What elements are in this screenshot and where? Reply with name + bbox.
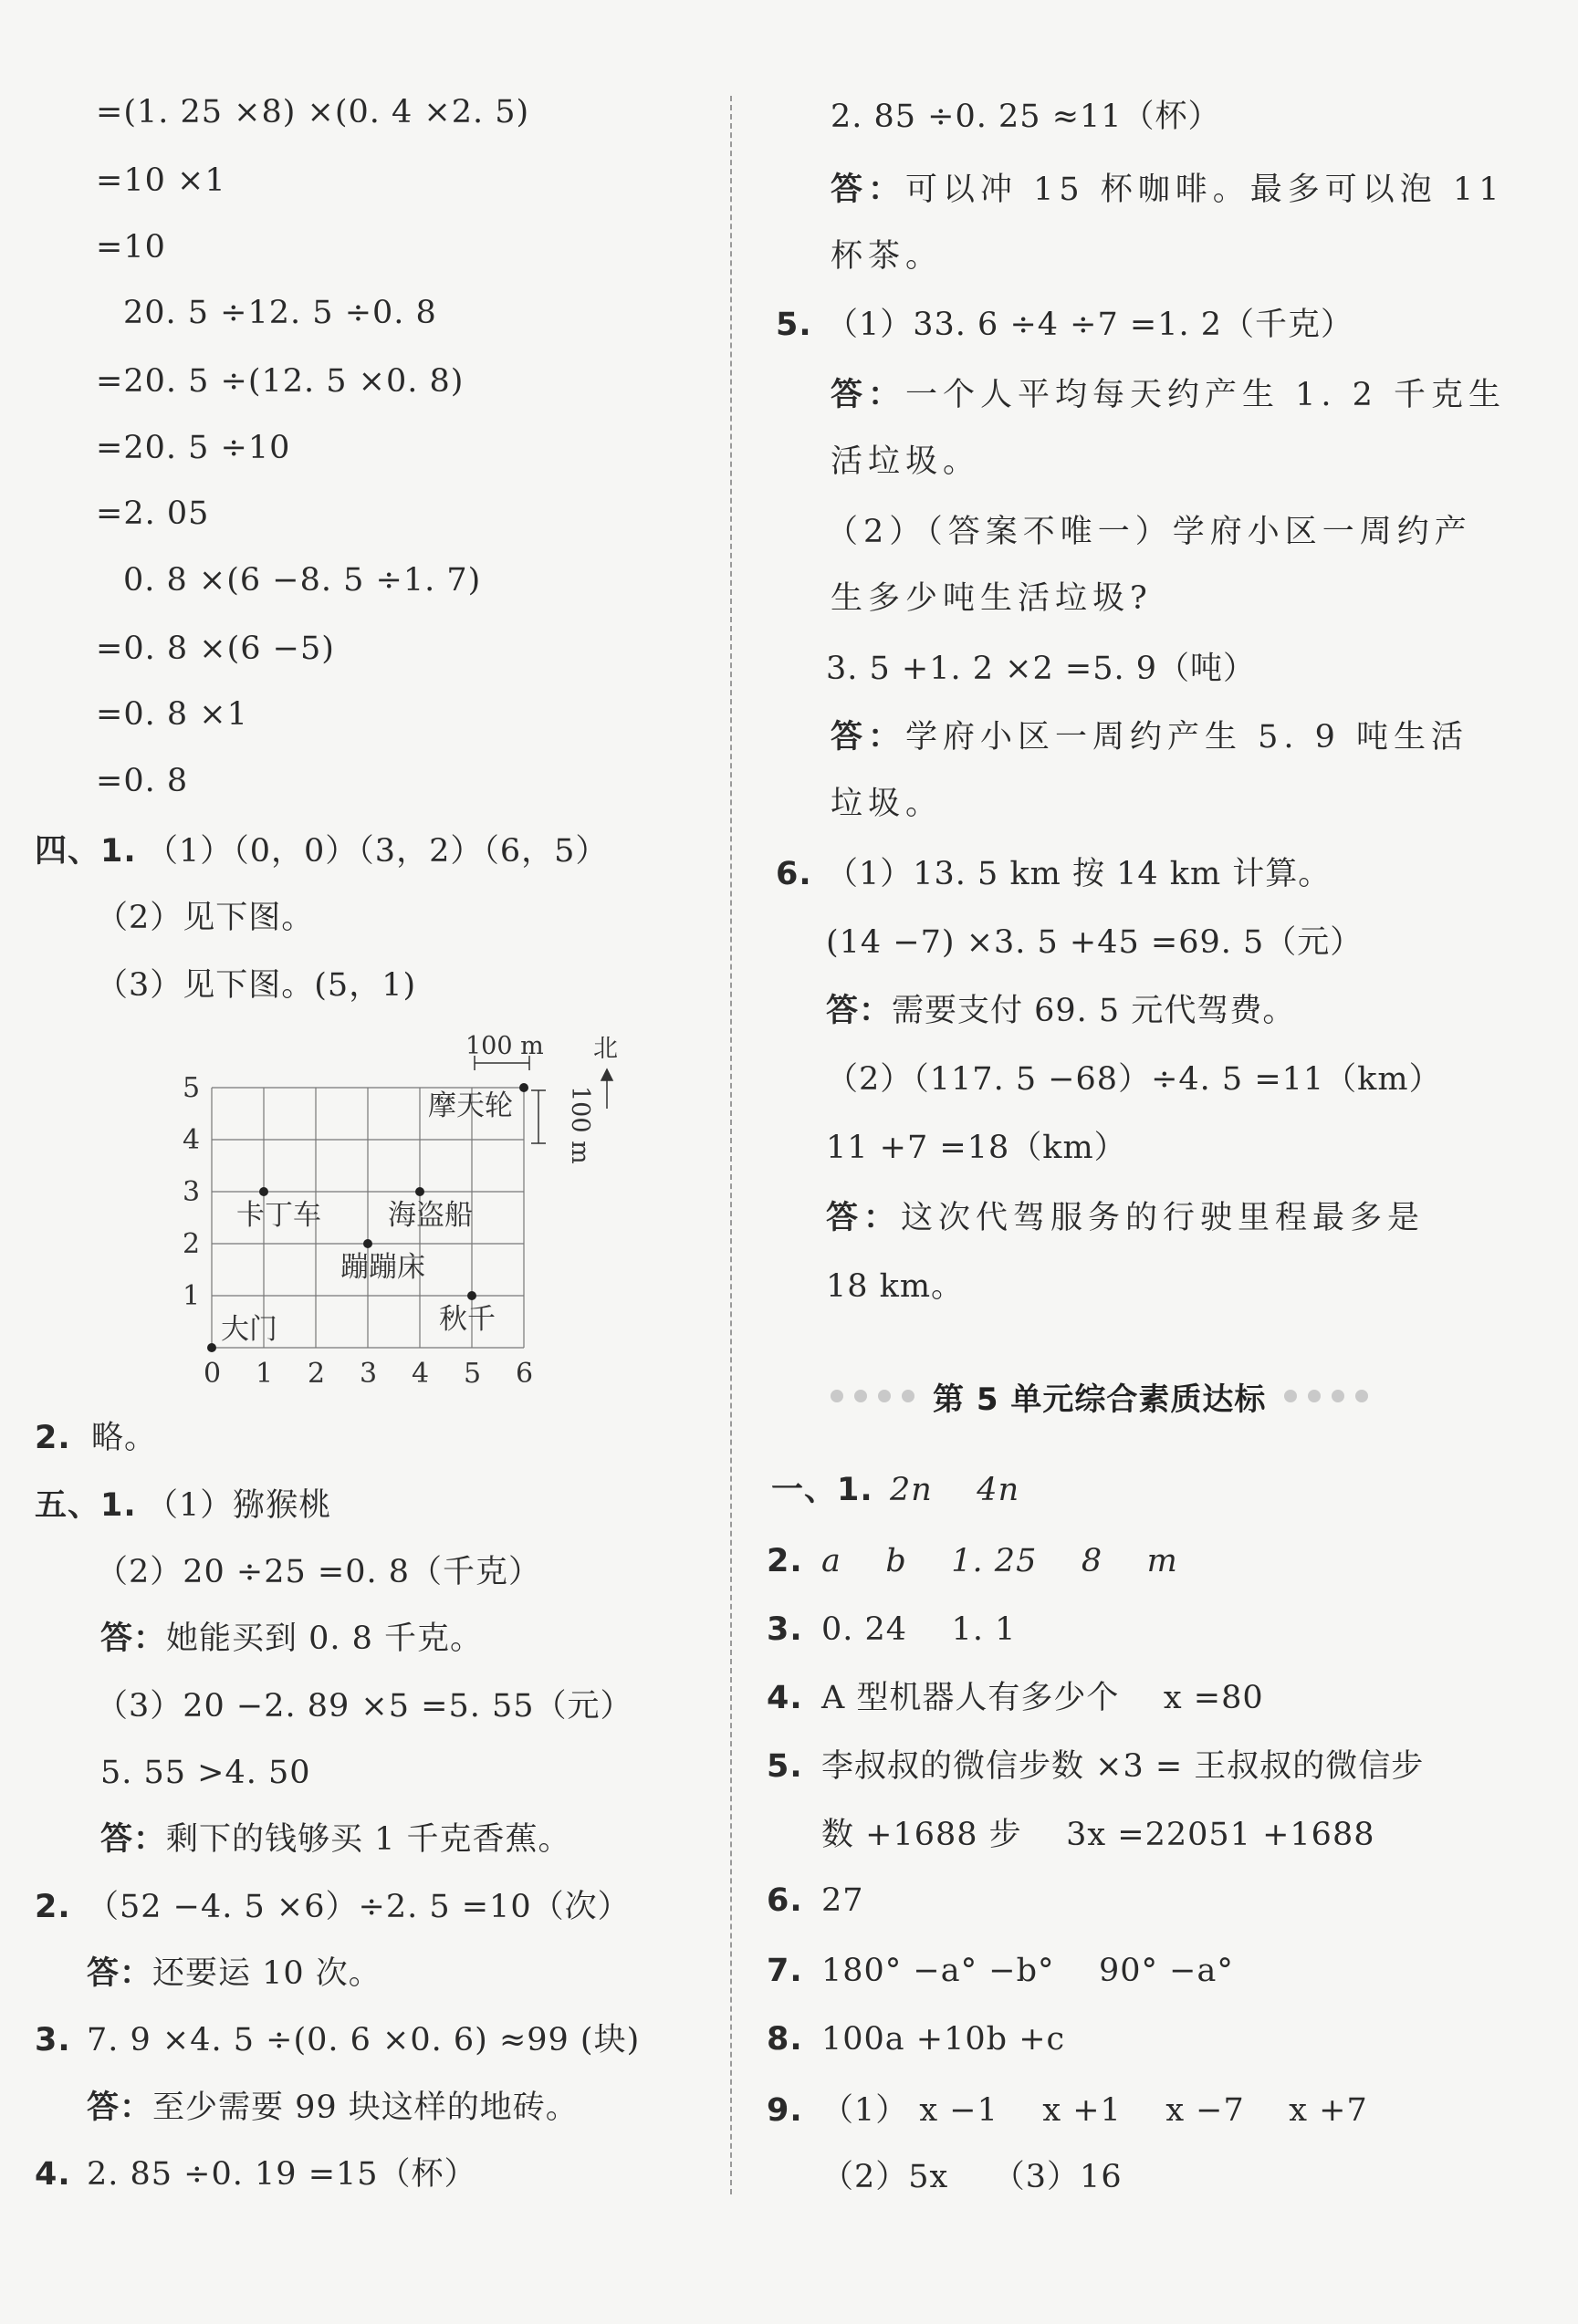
y-tick-label: 3 xyxy=(183,1176,201,1208)
answer-line: （1）猕猴桃 xyxy=(146,1487,332,1524)
answer-label: 答： xyxy=(826,1200,902,1236)
calc-line: =20. 5 ÷(12. 5 ×0. 8) xyxy=(96,363,465,400)
x-tick-label: 5 xyxy=(464,1358,482,1387)
x-tick-label: 1 xyxy=(256,1358,274,1387)
dot-decoration xyxy=(831,1390,843,1402)
answer-line: 18 km。 xyxy=(826,1268,965,1305)
dot-decoration xyxy=(1284,1390,1297,1402)
answer-text: 需要支付 69. 5 元代驾费。 xyxy=(892,993,1296,1029)
coordinate-map xyxy=(164,1022,657,1387)
question-label: 3. xyxy=(767,1611,803,1648)
place-label: 摩天轮 xyxy=(428,1089,513,1122)
answer-line xyxy=(831,716,1468,758)
answer-line xyxy=(831,169,1504,211)
column-divider xyxy=(730,96,732,2194)
calc-line: =(1. 25 ×8) ×(0. 4 ×2. 5) xyxy=(96,94,530,130)
y-tick-label: 4 xyxy=(183,1124,201,1156)
answer-line: （1）33. 6 ÷4 ÷7 =1. 2（千克） xyxy=(826,307,1354,343)
answer-label: 答： xyxy=(826,993,893,1029)
answer-line: 27 xyxy=(821,1882,864,1919)
question-label: 2. xyxy=(35,1420,71,1456)
unit-title-text: 第 5 单元综合素质达标 xyxy=(933,1381,1267,1418)
answer-line: （1）13. 5 km 按 14 km 计算。 xyxy=(826,856,1332,892)
calc-line: =2. 05 xyxy=(96,495,210,532)
answer-label: 答： xyxy=(100,1621,167,1657)
answer-line: 180° −a° −b° 90° −a° xyxy=(821,1953,1234,1989)
y-tick-label: 1 xyxy=(183,1280,201,1312)
answer-line: （3）见下图。(5，1) xyxy=(96,967,417,1004)
calc-line: 20. 5 ÷12. 5 ÷0. 8 xyxy=(123,295,437,331)
dot-decoration xyxy=(878,1390,891,1402)
answer-line: a b 1. 25 8 m xyxy=(821,1543,1178,1579)
answer-label: 答： xyxy=(87,1955,153,1992)
answer-line: 2n 4n xyxy=(890,1472,1020,1508)
x-tick-label: 4 xyxy=(412,1358,430,1387)
answer-line: 生多少吨生活垃圾? xyxy=(831,580,1153,617)
place-point xyxy=(259,1187,268,1196)
answer-line: 活垃圾。 xyxy=(831,443,981,480)
calc-line: =0. 8 xyxy=(96,763,189,799)
answer-line: （52 −4. 5 ×6）÷2. 5 =10（次） xyxy=(87,1889,631,1925)
place-point xyxy=(415,1187,424,1196)
scale-horizontal-label: 100 m xyxy=(465,1032,544,1060)
place-label: 秋千 xyxy=(439,1303,496,1336)
answer-label: 答： xyxy=(831,172,906,208)
dot-decoration xyxy=(1355,1390,1368,1402)
north-label: 北 xyxy=(593,1035,618,1063)
calc-line: =10 xyxy=(96,229,166,266)
answer-line xyxy=(100,1618,483,1660)
y-tick-label: 5 xyxy=(183,1072,201,1104)
place-point xyxy=(363,1239,372,1248)
unit-title xyxy=(831,1369,1368,1423)
question-label: 3. xyxy=(35,2022,71,2058)
calc-line: =10 ×1 xyxy=(96,162,226,199)
section-4-label: 四、1. xyxy=(35,833,137,870)
answer-line: 2. 85 ÷0. 25 ≈11（杯） xyxy=(831,99,1221,135)
answer-text: 可以冲 15 杯咖啡。最多可以泡 11 xyxy=(905,172,1505,208)
x-tick-label: 0 xyxy=(204,1358,222,1387)
answer-line: 0. 24 1. 1 xyxy=(821,1611,1017,1648)
answer-line: 11 +7 =18（km） xyxy=(826,1130,1127,1166)
x-tick-label: 2 xyxy=(308,1358,326,1387)
place-point xyxy=(519,1083,528,1092)
answer-line: A 型机器人有多少个 x =80 xyxy=(821,1680,1264,1716)
answer-line: 垃圾。 xyxy=(831,786,944,822)
answer-line xyxy=(831,374,1506,416)
place-label: 卡丁车 xyxy=(236,1199,321,1232)
answer-line: (14 −7) ×3. 5 +45 =69. 5（元） xyxy=(826,924,1364,961)
question-label: 4. xyxy=(35,2156,71,2193)
answer-line: （3）20 −2. 89 ×5 =5. 55（元） xyxy=(96,1688,633,1725)
calc-line: 0. 8 ×(6 −8. 5 ÷1. 7) xyxy=(123,562,482,599)
place-point xyxy=(207,1343,216,1352)
answer-line: 李叔叔的微信步数 ×3 = 王叔叔的微信步 xyxy=(821,1748,1425,1785)
question-label: 2. xyxy=(767,1543,803,1579)
answer-text: 至少需要 99 块这样的地砖。 xyxy=(152,2090,579,2126)
answer-line: （2）见下图。 xyxy=(96,900,315,936)
answer-line: 2. 85 ÷0. 19 =15（杯） xyxy=(87,2156,477,2193)
question-label: 7. xyxy=(767,1953,803,1989)
x-tick-label: 6 xyxy=(516,1358,534,1387)
calc-line: =0. 8 ×1 xyxy=(96,696,248,733)
answer-line: 数 +1688 步 3x =22051 +1688 xyxy=(821,1817,1375,1853)
answer-text: 还要运 10 次。 xyxy=(152,1955,381,1992)
answer-text: 一个人平均每天约产生 1. 2 千克生 xyxy=(905,377,1507,413)
answer-line xyxy=(826,990,1295,1032)
answer-line: 7. 9 ×4. 5 ÷(0. 6 ×0. 6) ≈99 (块) xyxy=(87,2022,641,2058)
answer-line: （2）20 ÷25 =0. 8（千克） xyxy=(96,1554,542,1590)
answer-line: （2）5x （3）16 xyxy=(821,2159,1123,2195)
answer-text: 剩下的钱够买 1 千克香蕉。 xyxy=(166,1821,571,1858)
question-label: 6. xyxy=(767,1882,803,1919)
answer-label: 答： xyxy=(87,2090,153,2126)
place-point xyxy=(467,1291,476,1300)
place-label: 蹦蹦床 xyxy=(340,1251,425,1284)
answer-label: 答： xyxy=(831,377,906,413)
dot-decoration xyxy=(1332,1390,1344,1402)
answer-line: （1） x −1 x +1 x −7 x +7 xyxy=(821,2092,1368,2129)
answer-line: （1）（0，0）（3，2）（6，5） xyxy=(146,833,609,870)
answer-text: 学府小区一周约产生 5. 9 吨生活 xyxy=(905,719,1469,756)
answer-line xyxy=(87,2087,579,2129)
x-tick-label: 3 xyxy=(360,1358,378,1387)
answer-line: 杯茶。 xyxy=(831,238,944,275)
answer-line xyxy=(87,1953,381,1995)
y-tick-label: 2 xyxy=(183,1228,201,1260)
place-label: 大门 xyxy=(221,1313,277,1346)
answer-line: 5. 55 >4. 50 xyxy=(100,1755,311,1791)
answer-line xyxy=(100,1819,571,1860)
answer-text: 她能买到 0. 8 千克。 xyxy=(166,1621,484,1657)
calc-line: =0. 8 ×(6 −5) xyxy=(96,631,335,667)
dot-decoration xyxy=(1308,1390,1321,1402)
question-label: 8. xyxy=(767,2021,803,2058)
answer-line xyxy=(826,1197,1425,1239)
question-label: 2. xyxy=(35,1889,71,1925)
scale-vertical-label: 100 m xyxy=(566,1086,594,1164)
question-label: 5. xyxy=(767,1748,803,1785)
answer-line: 3. 5 +1. 2 ×2 =5. 9（吨） xyxy=(826,651,1256,687)
calc-line: =20. 5 ÷10 xyxy=(96,430,291,466)
question-label: 4. xyxy=(767,1680,803,1716)
section-1-label: 一、1. xyxy=(771,1472,873,1508)
answer-text: 这次代驾服务的行驶里程最多是 xyxy=(901,1200,1426,1236)
question-label: 5. xyxy=(776,307,812,343)
dot-decoration xyxy=(902,1390,914,1402)
answer-line: 100a +10b +c xyxy=(821,2021,1066,2058)
answer-label: 答： xyxy=(100,1821,167,1858)
question-label: 6. xyxy=(776,856,812,892)
answer-line: 略。 xyxy=(91,1420,158,1456)
question-label: 9. xyxy=(767,2092,803,2129)
place-label: 海盗船 xyxy=(388,1199,473,1232)
north-arrow-icon xyxy=(601,1069,612,1109)
answer-line: （2）（117. 5 −68）÷4. 5 =11（km） xyxy=(826,1061,1442,1098)
dot-decoration xyxy=(854,1390,867,1402)
answer-line: （2）（答案不唯一）学府小区一周约产 xyxy=(826,514,1472,550)
answer-label: 答： xyxy=(831,719,906,756)
section-5-label: 五、1. xyxy=(35,1487,137,1524)
